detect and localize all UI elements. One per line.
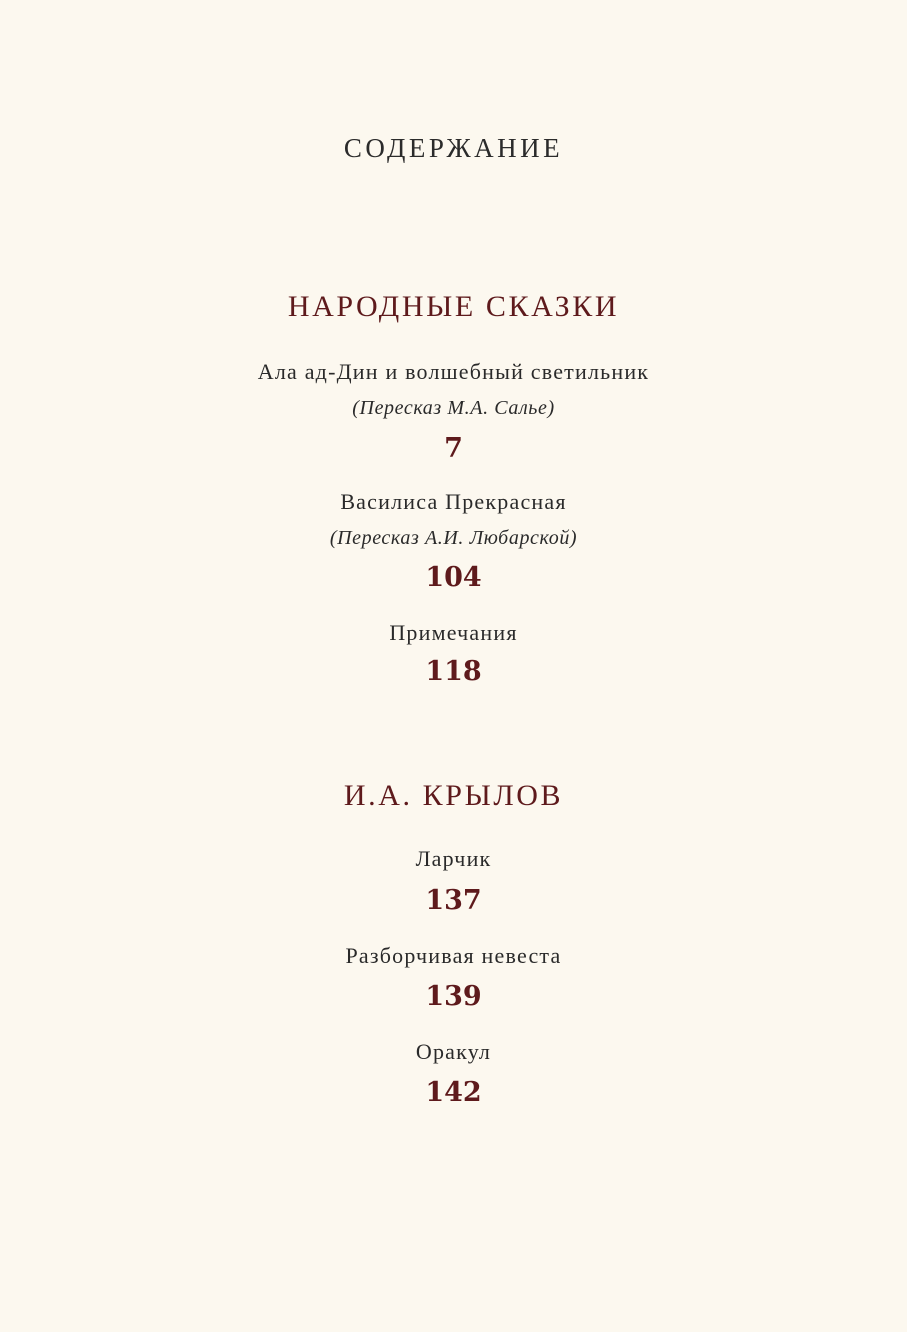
toc-entry-title[interactable]: Ала ад-Дин и волшебный светильник	[257, 359, 650, 384]
section-title-folk-tales: НАРОДНЫЕ СКАЗКИ	[287, 290, 620, 323]
toc-entry-page-number[interactable]: 139	[425, 981, 482, 1012]
toc-entry-page-number[interactable]: 104	[425, 562, 482, 593]
toc-entry-title[interactable]: Ларчик	[415, 846, 492, 871]
page-title: СОДЕРЖАНИЕ	[343, 133, 564, 163]
toc-entry-subtitle: (Пересказ А.И. Любарской)	[329, 527, 578, 549]
toc-entry-title[interactable]: Оракул	[415, 1039, 492, 1064]
toc-entry-page-number[interactable]: 118	[425, 656, 482, 687]
toc-entry-title[interactable]: Примечания	[389, 620, 518, 645]
toc-entry-page-number[interactable]: 142	[425, 1077, 482, 1108]
toc-entry-title[interactable]: Разборчивая невеста	[345, 943, 562, 968]
toc-entry-title[interactable]: Василиса Прекрасная	[340, 489, 567, 514]
toc-entry-page-number[interactable]: 7	[444, 433, 463, 464]
toc-entry-page-number[interactable]: 137	[425, 885, 482, 916]
section-title-krylov: И.А. КРЫЛОВ	[343, 779, 564, 812]
toc-entry-subtitle: (Пересказ М.А. Салье)	[352, 397, 555, 419]
